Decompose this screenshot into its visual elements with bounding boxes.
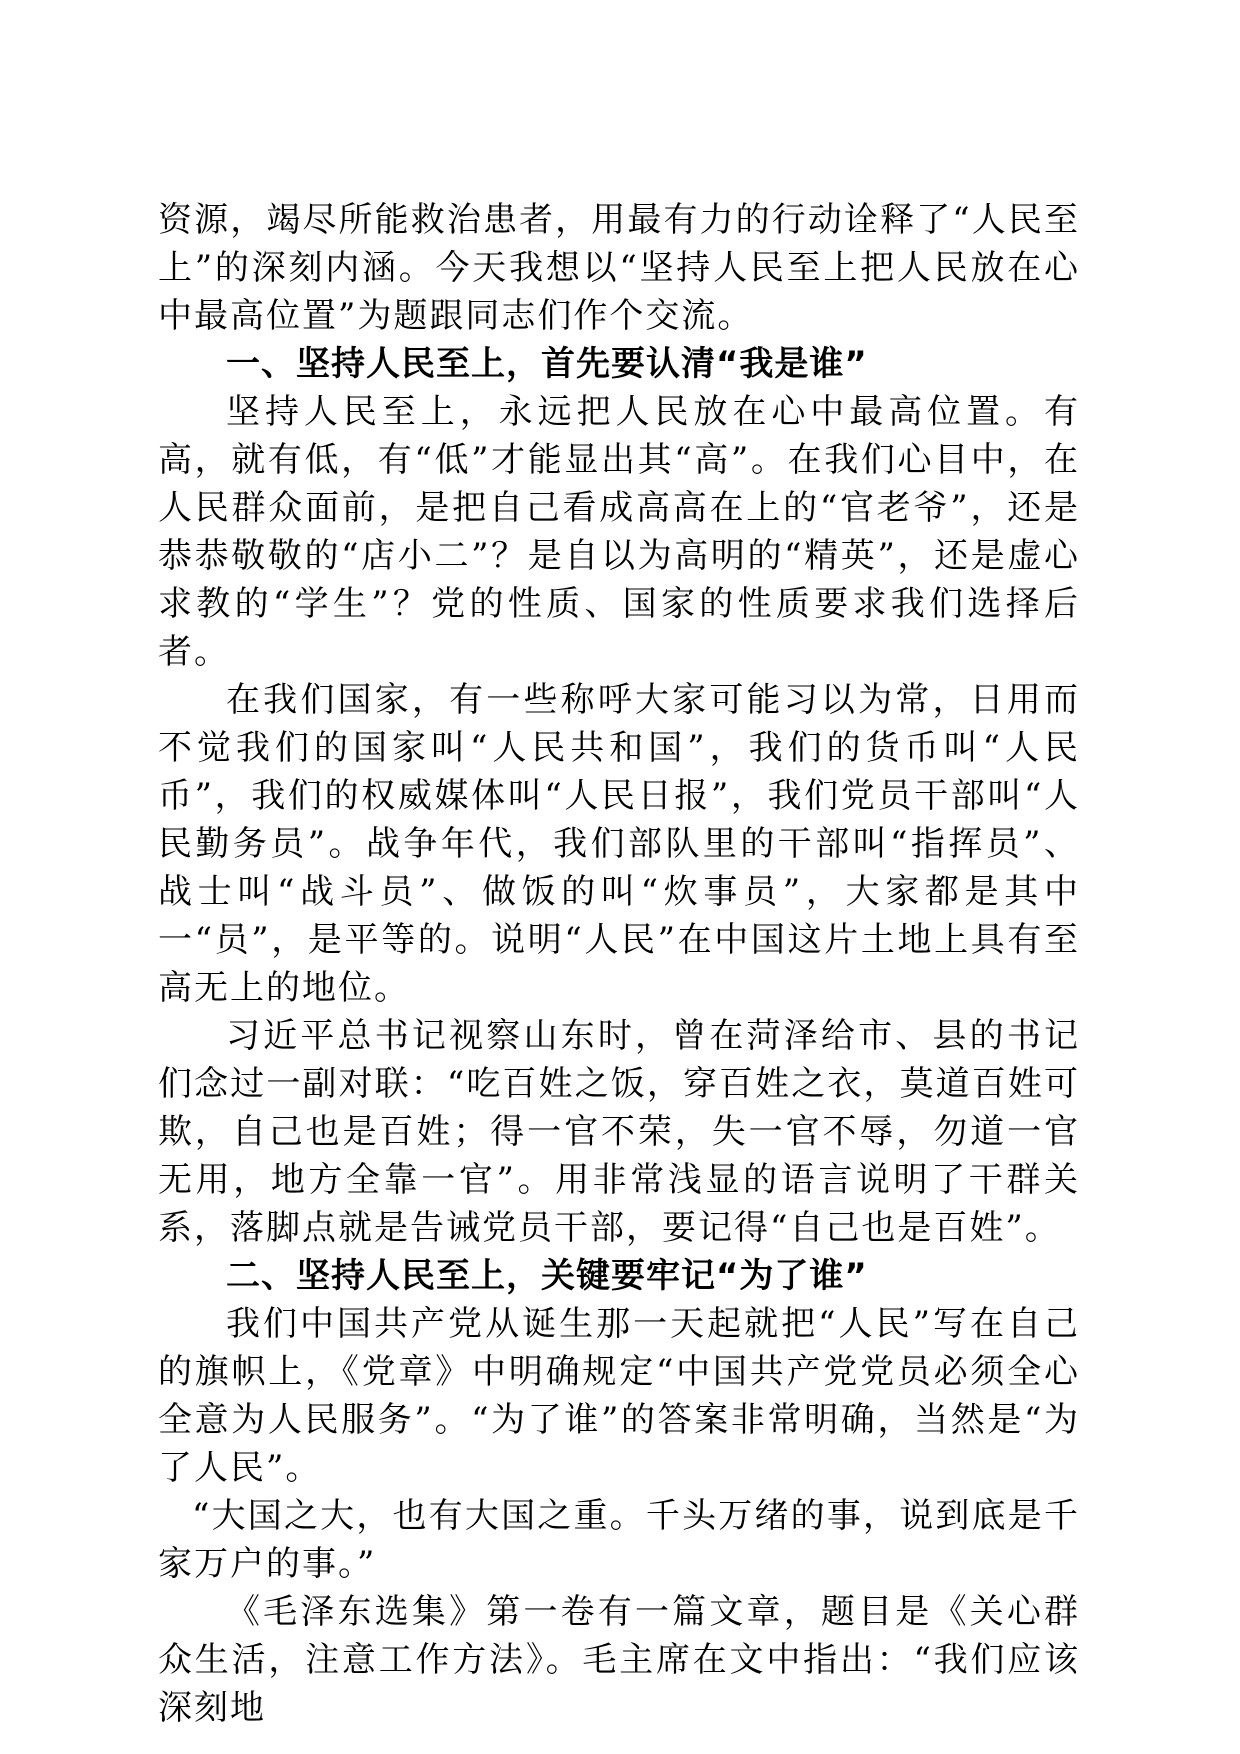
- paragraph-people-titles: 在我们国家，有一些称呼大家可能习以为常，日用而不觉我们的国家叫“人民共和国”，我们的货币叫“人民币”，我们的权威媒体叫“人民日报”，我们党员干部叫“人民勤务员”。战争年代，我们部队里的干部叫“指挥员”、战士叫“战斗员”、做饭的叫“炊事员”，大家都是其中一“员”，是平等的。说明“人民”在中国这片土地上具有至高无上的地位。: [158, 680, 1080, 1008]
- paragraph-mao-selected-works: 《毛泽东选集》第一卷有一篇文章，题目是《关心群众生活，注意工作方法》。毛主席在文中指出：“我们应该深刻地: [158, 1592, 1080, 1728]
- paragraph-intro-continuation: 资源，竭尽所能救治患者，用最有力的行动诠释了“人民至上”的深刻内涵。今天我想以“坚持人民至上把人民放在心中最高位置”为题跟同志们作个交流。: [158, 200, 1080, 336]
- section-heading-1: 一、坚持人民至上，首先要认清“我是谁”: [226, 344, 868, 384]
- paragraph-quote: “大国之大，也有大国之重。千头万绪的事，说到底是千家万户的事。”: [158, 1496, 1080, 1584]
- paragraph-people-supreme: 坚持人民至上，永远把人民放在心中最高位置。有高，就有低，有“低”才能显出其“高”。在我们心目中，在人民群众面前，是把自己看成高高在上的“官老爷”，还是恭恭敬敬的“店小二”？是自以为高明的“精英”，还是虚心求教的“学生”？党的性质、国家的性质要求我们选择后者。: [158, 392, 1080, 672]
- document-body: [158, 196, 1080, 1732]
- paragraph-party-banner: 我们中国共产党从诞生那一天起就把“人民”写在自己的旗帜上，《党章》中明确规定“中国共产党党员必须全心全意为人民服务”。“为了谁”的答案非常明确，当然是“为了人民”。: [158, 1304, 1080, 1488]
- paragraph-couplet: 习近平总书记视察山东时，曾在菏泽给市、县的书记们念过一副对联：“吃百姓之饭，穿百姓之衣，莫道百姓可欺，自己也是百姓；得一官不荣，失一官不辱，勿道一官无用，地方全靠一官”。用非常浅显的语言说明了干群关系，落脚点就是告诫党员干部，要记得“自己也是百姓”。: [158, 1016, 1080, 1248]
- section-heading-2: 二、坚持人民至上，关键要牢记“为了谁”: [226, 1256, 868, 1296]
